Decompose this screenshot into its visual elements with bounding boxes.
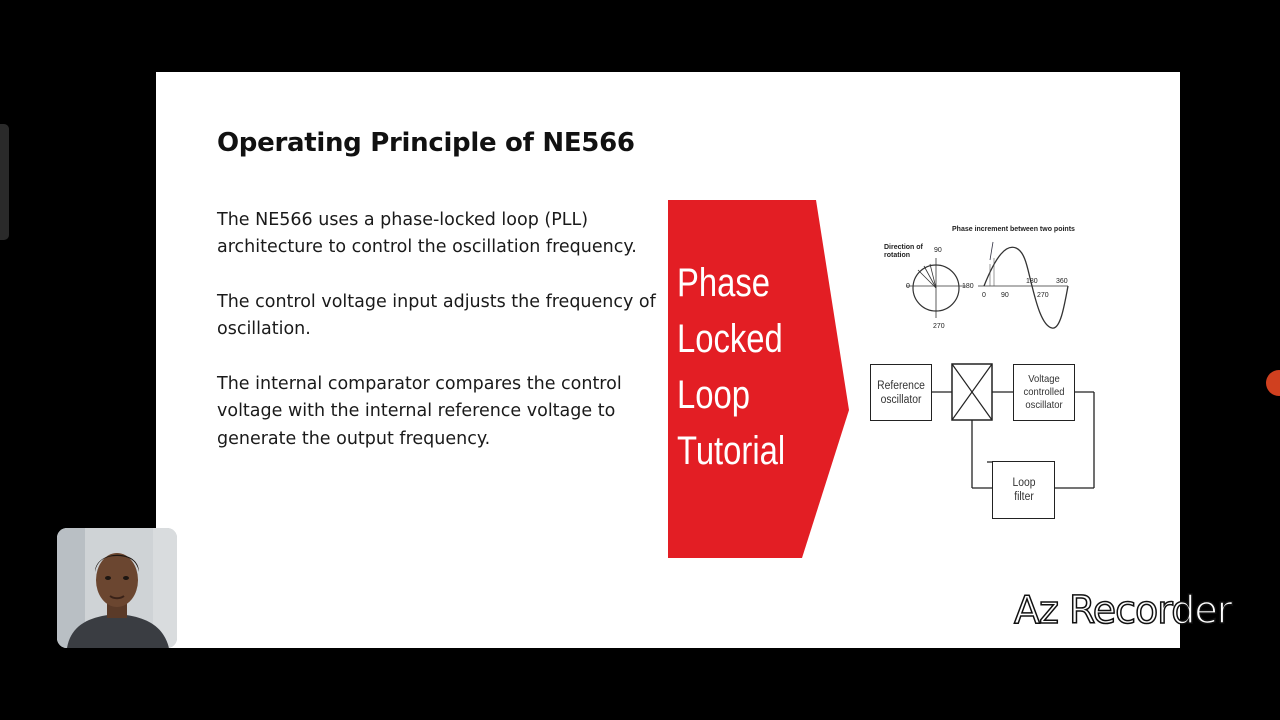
presenter-avatar <box>57 528 177 648</box>
paragraph-comparator: The internal comparator compares the control voltage with the internal reference voltage to generate the output frequency. <box>217 374 622 449</box>
direction-of-rotation-label: Direction of rotation <box>884 244 923 259</box>
circle-label-0: 0 <box>906 283 910 290</box>
reference-oscillator-block <box>870 364 932 421</box>
pll-tutorial-graphic <box>668 200 852 558</box>
vco-label: Voltage controlled oscillator <box>1023 373 1065 411</box>
webcam-overlay[interactable] <box>57 528 177 648</box>
wave-label-90: 90 <box>1001 292 1009 299</box>
slide-title: Operating Principle of NE566 <box>217 128 635 158</box>
wave-label-270: 270 <box>1037 292 1049 299</box>
graphic-text <box>677 255 785 479</box>
vco-block <box>1013 364 1075 421</box>
presentation-slide <box>156 72 1180 648</box>
wave-label-0: 0 <box>982 292 986 299</box>
loop-filter-block <box>992 461 1055 519</box>
phase-increment-label: Phase increment between two points <box>952 226 1075 233</box>
loop-filter-label: Loop filter <box>1011 477 1036 503</box>
graphic-line-phase: Phase <box>677 261 771 305</box>
slide-body <box>217 207 657 481</box>
wave-label-360: 360 <box>1056 278 1068 285</box>
reference-oscillator-label: Reference oscillator <box>877 379 925 406</box>
floating-record-button[interactable] <box>1266 370 1280 396</box>
graphic-line-locked: Locked <box>677 317 783 361</box>
wave-label-180: 180 <box>1026 278 1038 285</box>
paragraph-control-voltage: The control voltage input adjusts the frequency of oscillation. <box>217 292 656 340</box>
circle-label-180: 180 <box>962 283 974 290</box>
paragraph-pll: The NE566 uses a phase-locked loop (PLL) architecture to control the oscillation frequency. <box>217 210 637 258</box>
side-panel-handle[interactable] <box>0 124 9 240</box>
graphic-line-tutorial: Tutorial <box>677 429 786 473</box>
recorder-watermark: Az Recorder <box>1014 588 1232 632</box>
pll-diagram <box>856 218 1096 528</box>
circle-label-270: 270 <box>933 323 945 330</box>
graphic-line-loop: Loop <box>677 373 750 417</box>
circle-label-90: 90 <box>934 247 942 254</box>
